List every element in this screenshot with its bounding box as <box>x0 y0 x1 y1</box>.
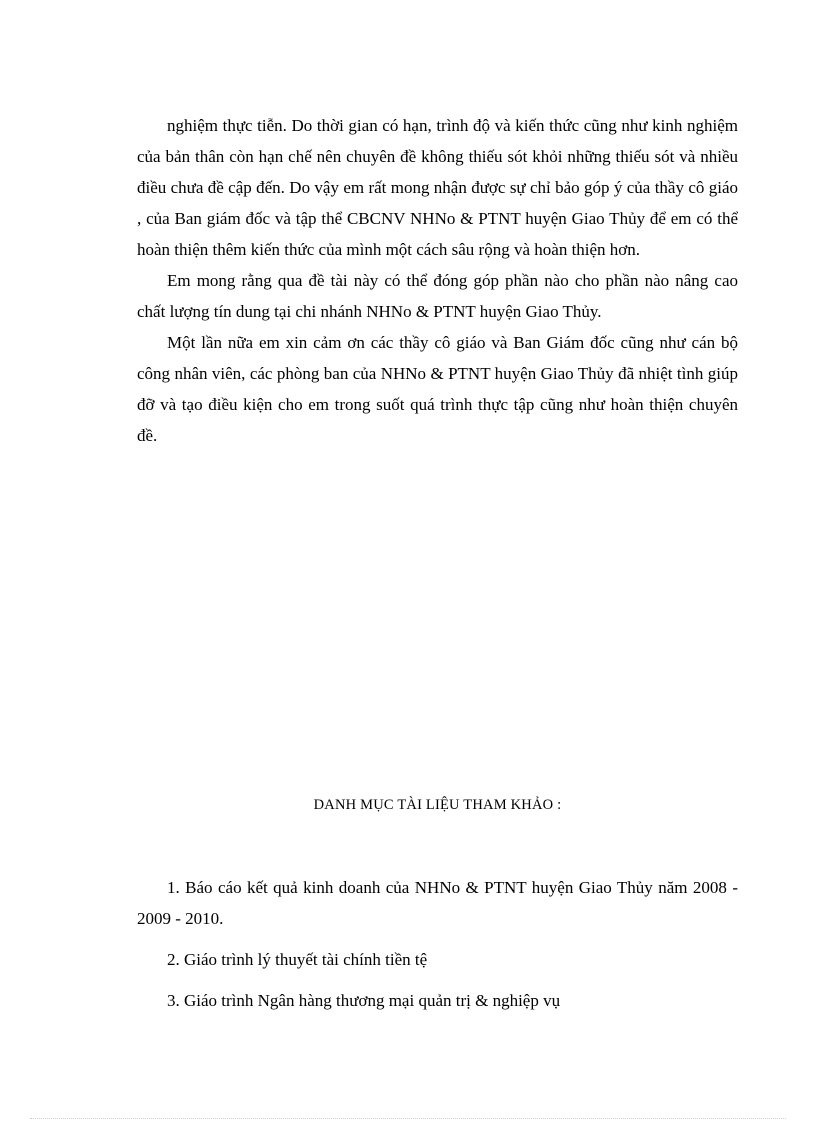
references-list <box>137 872 738 1026</box>
reference-item-2: 2. Giáo trình lý thuyết tài chính tiền tệ <box>167 950 428 969</box>
paragraph-gratitude: Một lần nữa em xin cảm ơn các thầy cô giáo và Ban Giám đốc cũng như cán bộ công nhân viên, các phòng ban của NHNo & PTNT huyện Giao Thủy đã nhiệt tình giúp đỡ và tạo điều kiện cho em trong suốt quá trình thực tập cũng như hoàn thiện chuyên đề. <box>137 333 738 445</box>
body-text <box>137 110 738 451</box>
paragraph-closing-thanks: nghiệm thực tiễn. Do thời gian có hạn, trình độ và kiến thức cũng như kinh nghiệm của bản thân còn hạn chế nên chuyên đề không thiếu sót khỏi những thiếu sót và nhiều điều chưa đề cập đến. Do vậy em rất mong nhận được sự chỉ bảo góp ý của thầy cô giáo , của Ban giám đốc và tập thể CBCNV NHNo & PTNT huyện Giao Thủy để em có thể hoàn thiện thêm kiến thức của mình một cách sâu rộng và hoàn thiện hơn. <box>137 116 738 259</box>
page-bottom-border <box>30 1118 786 1119</box>
references-title: DANH MỤC TÀI LIỆU THAM KHẢO : <box>313 797 562 813</box>
reference-item-3: 3. Giáo trình Ngân hàng thương mại quản trị & nghiệp vụ <box>167 991 561 1010</box>
paragraph-hope: Em mong rằng qua đề tài này có thể đóng góp phần nào cho phần nào nâng cao chất lượng tín dung tại chi nhánh NHNo & PTNT huyện Giao Thủy. <box>137 271 738 321</box>
reference-item-1: 1. Báo cáo kết quả kinh doanh của NHNo & PTNT huyện Giao Thủy năm 2008 - 2009 - 2010. <box>137 878 738 928</box>
